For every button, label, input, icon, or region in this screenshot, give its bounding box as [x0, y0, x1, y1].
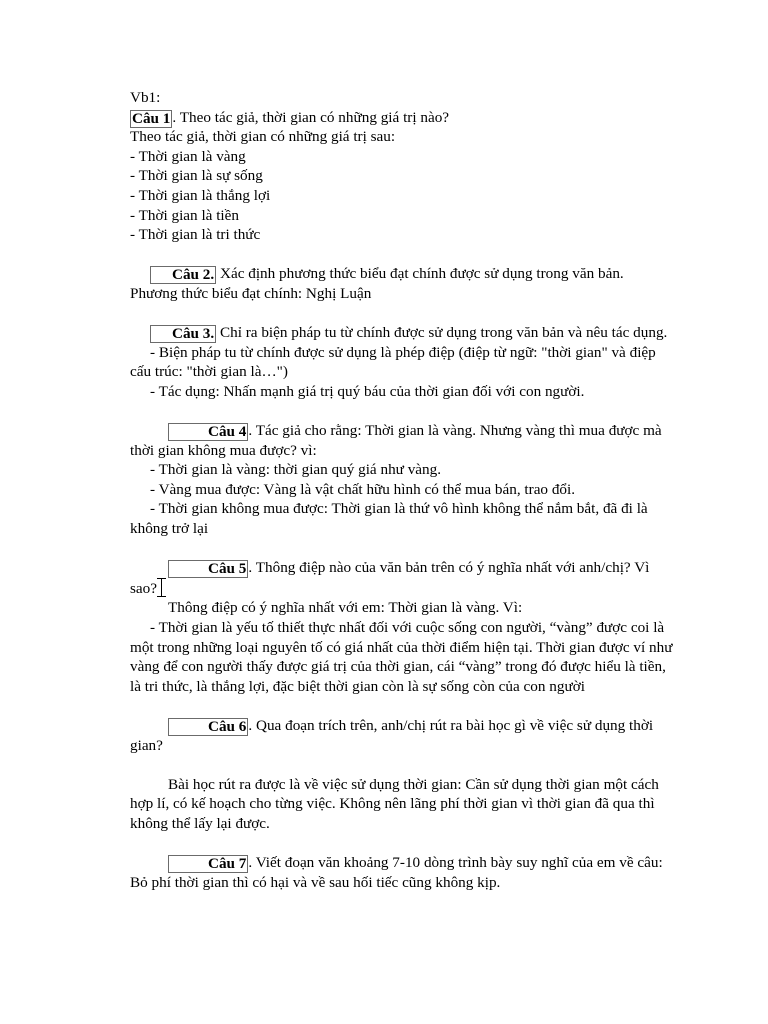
- paragraph-spacer: [130, 402, 674, 422]
- answer-line: - Biện pháp tu từ chính được sử dụng là phép điệp (điệp từ ngữ: "thời gian" và điệp cấu trúc: "thời gian là…"): [130, 343, 656, 381]
- answer-line: Phương thức biểu đạt chính: Nghị Luận: [130, 284, 372, 302]
- question-line-4: [130, 421, 674, 460]
- document-body: [130, 88, 674, 892]
- answer-line: - Thời gian là vàng: thời gian quý giá như vàng.: [150, 461, 442, 479]
- question-label-2[interactable]: Câu 2.: [150, 266, 216, 284]
- paragraph-spacer: [130, 539, 674, 559]
- question-line-3: [130, 323, 674, 343]
- question-label-5[interactable]: Câu 5: [168, 560, 248, 578]
- question-text-6: . Qua đoạn trích trên, anh/chị rút ra bài học gì về việc sử dụng thời gian?: [130, 717, 654, 754]
- answer-line: Bài học rút ra được là về việc sử dụng thời gian: Cần sử dụng thời gian một cách hợp lí, có kế hoạch cho từng việc. Không nên lãng phí thời gian vì thời gian đã qua thì không thể lấy lại được.: [130, 775, 659, 832]
- text-cursor: [157, 578, 166, 597]
- question-line-1: [130, 108, 674, 128]
- question-text-4: . Tác giả cho rằng: Thời gian là vàng. Nhưng vàng thì mua được mà thời gian không mua được? vì:: [130, 422, 662, 459]
- document-heading: Vb1:: [130, 89, 161, 106]
- answer-line: - Thời gian là sự sống: [130, 167, 263, 185]
- answer-line: - Thời gian không mua được: Thời gian là thứ vô hình không thể nắm bắt, đã đi là không trở lại: [130, 500, 648, 538]
- question-line-5: [130, 558, 674, 598]
- paragraph-spacer: [130, 304, 674, 324]
- question-text-1: . Theo tác giả, thời gian có những giá trị nào?: [172, 108, 450, 126]
- answer-line: - Thời gian là tri thức: [130, 226, 261, 244]
- question-label-7[interactable]: Câu 7: [168, 855, 248, 873]
- answer-line: - Thời gian là tiền: [130, 206, 239, 224]
- question-label-3[interactable]: Câu 3.: [150, 325, 216, 343]
- answer-line: - Vàng mua được: Vàng là vật chất hữu hình có thể mua bán, trao đổi.: [150, 480, 576, 498]
- answer-line: - Thời gian là thắng lợi: [130, 186, 271, 204]
- paragraph-spacer: [130, 245, 674, 265]
- answer-line: Theo tác giả, thời gian có những giá trị sau:: [130, 128, 396, 146]
- answer-line: Thông điệp có ý nghĩa nhất với em: Thời gian là vàng. Vì:: [168, 599, 523, 617]
- answer-line: - Tác dụng: Nhấn mạnh giá trị quý báu của thời gian đối với con người.: [150, 382, 585, 400]
- question-label-6[interactable]: Câu 6: [168, 718, 248, 736]
- question-label-1[interactable]: Câu 1: [132, 109, 171, 127]
- question-line-7: [130, 853, 674, 892]
- question-text-2: Xác định phương thức biểu đạt chính được sử dụng trong văn bản.: [216, 265, 624, 283]
- question-line-2: [130, 264, 674, 284]
- answer-line: - Thời gian là vàng: [130, 147, 246, 165]
- question-text-7: . Viết đoạn văn khoảng 7-10 dòng trình bày suy nghĩ của em về câu: Bỏ phí thời gian thì có hại và về sau hối tiếc cũng không kịp.: [130, 854, 663, 891]
- answer-line: - Thời gian là yếu tố thiết thực nhất đối với cuộc sống con người, “vàng” được coi là một trong những loại nguyên tố có giá nhất của thời điểm hiện tại. Thời gian được ví như vàng để con người thấy được giá trị của thời gian, cái “vàng” trong đó được hiểu là tiền, là tri thức, là thắng lợi, đặc biệt thời gian còn là sự sống còn của con người: [130, 619, 673, 695]
- paragraph-spacer: [130, 834, 674, 854]
- question-label-4[interactable]: Câu 4: [168, 423, 248, 441]
- paragraph-spacer: [130, 755, 674, 775]
- question-line-6: [130, 716, 674, 755]
- paragraph-spacer: [130, 696, 674, 716]
- question-text-5: . Thông điệp nào của văn bản trên có ý nghĩa nhất với anh/chị? Vì sao?: [130, 559, 650, 597]
- question-text-3: Chỉ ra biện pháp tu từ chính được sử dụng trong văn bản và nêu tác dụng.: [216, 324, 668, 342]
